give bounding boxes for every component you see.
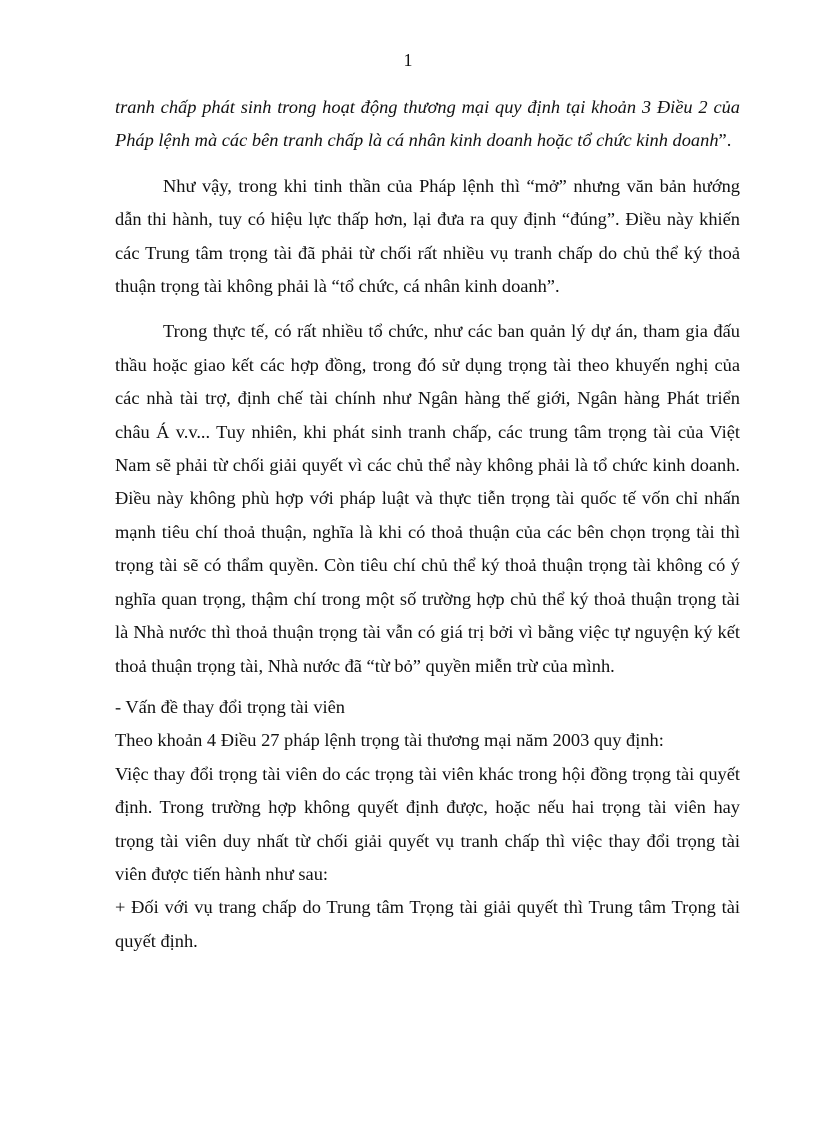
paragraph-2: Trong thực tế, có rất nhiều tổ chức, như các ban quản lý dự án, tham gia đấu thầu hoặc giao kết các hợp đồng, trong đó sử dụng trọng tài theo khuyến nghị của các nhà tài trợ, định chế tài chính như Ngân hàng thế giới, Ngân hàng Phát triển châu Á v.v... Tuy nhiên, khi phát sinh tranh chấp, các trung tâm trọng tài của Việt Nam sẽ phải từ chối giải quyết vì các chủ thể này không phải là tổ chức kinh doanh. Điều này không phù hợp với pháp luật và thực tiễn trọng tài quốc tế vốn chỉ nhấn mạnh tiêu chí thoả thuận, nghĩa là khi có thoả thuận của các bên chọn trọng tài thì trọng tài sẽ có thẩm quyền. Còn tiêu chí chủ thể ký thoả thuận trọng tài không có ý nghĩa quan trọng, thậm chí trong một số trường hợp chủ thể ký thoả thuận trọng tài là Nhà nước thì thoả thuận trọng tài vẫn có giá trị bởi vì bằng việc tự nguyện ký kết thoả thuận trọng tài, Nhà nước đã “từ bỏ” quyền miễn trừ của mình. xyxy=(115,321,740,676)
text-line-2: Việc thay đổi trọng tài viên do các trọng tài viên khác trong hội đồng trọng tài quyết định. Trong trường hợp không quyết định được, hoặc nếu hai trọng tài viên hay trọng tài viên duy nhất từ chối giải quyết vụ tranh chấp thì việc thay đổi trọng tài viên được tiến hành như sau: xyxy=(115,763,740,884)
page-number: 1 xyxy=(403,50,413,70)
text-line-1: Theo khoản 4 Điều 27 pháp lệnh trọng tài thương mại năm 2003 quy định: xyxy=(115,730,664,751)
document-body xyxy=(115,91,740,958)
quote-text: tranh chấp phát sinh trong hoạt động thương mại quy định tại khoản 3 Điều 2 của Pháp lệnh mà các bên tranh chấp là cá nhân kinh doanh hoặc tổ chức kinh doanh xyxy=(115,97,740,151)
quote-end: ”. xyxy=(718,130,732,151)
paragraph-1: Như vậy, trong khi tinh thần của Pháp lệnh thì “mở” nhưng văn bản hướng dẫn thi hành, tuy có hiệu lực thấp hơn, lại đưa ra quy định “đúng”. Điều này khiến các Trung tâm trọng tài đã phải từ chối rất nhiều vụ tranh chấp do chủ thể ký thoả thuận trọng tài không phải là “tổ chức, cá nhân kinh doanh”. xyxy=(115,175,740,297)
quote-paragraph xyxy=(115,91,740,158)
text-line-3: + Đối với vụ trang chấp do Trung tâm Trọng tài giải quyết thì Trung tâm Trọng tài quyết định. xyxy=(115,897,740,951)
section-heading: - Vấn đề thay đổi trọng tài viên xyxy=(115,696,345,717)
